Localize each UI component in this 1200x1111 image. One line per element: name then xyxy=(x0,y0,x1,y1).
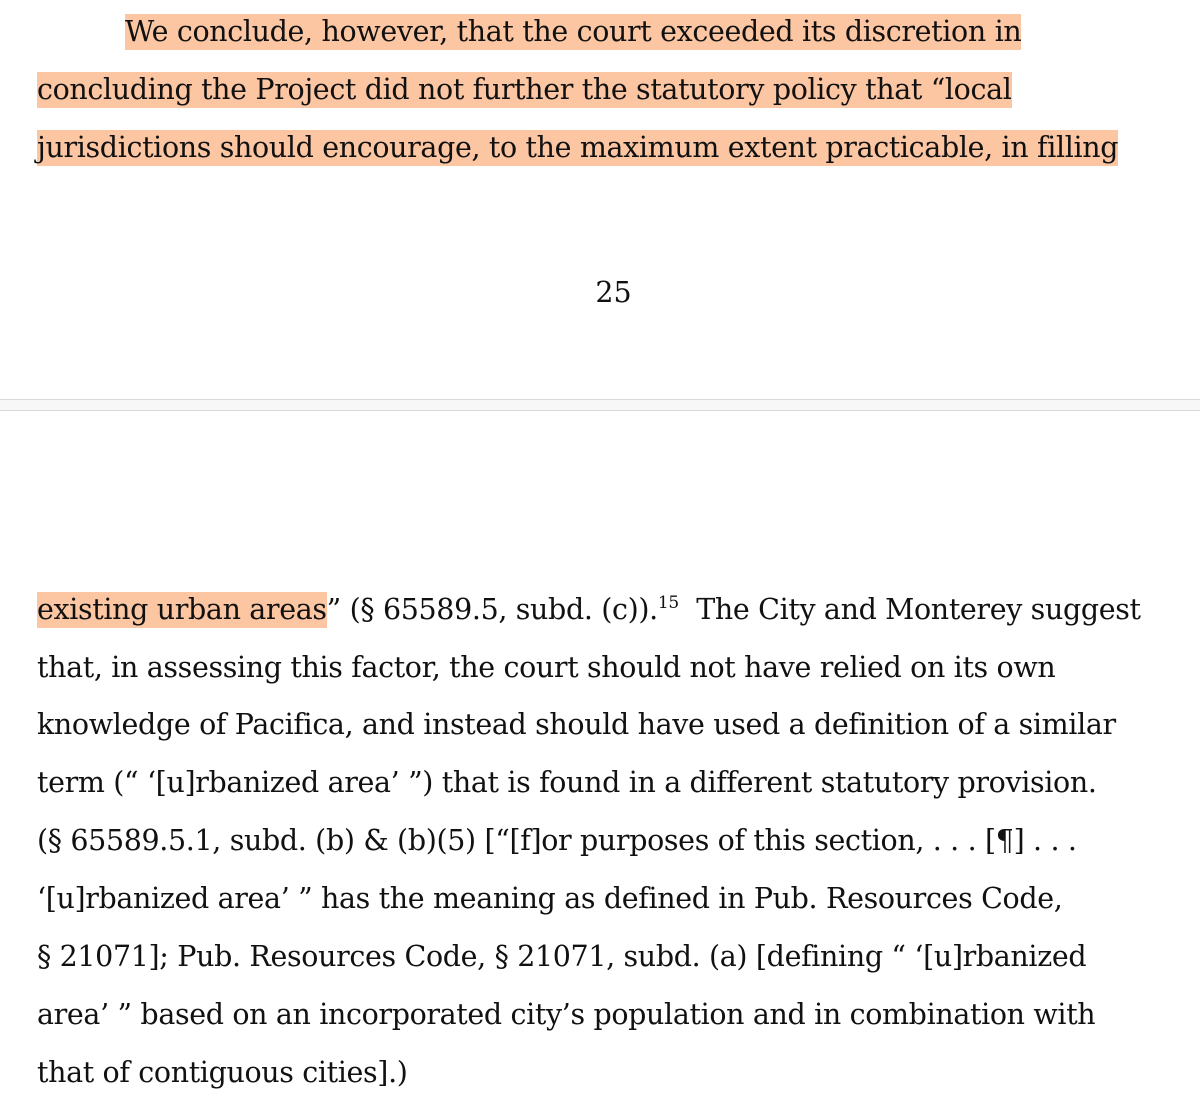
page-26 xyxy=(0,411,1200,1111)
highlighted-text: We conclude, however, that the court exceeded its discretion in xyxy=(125,15,1022,48)
body-text: The City and Monterey suggest xyxy=(678,593,1141,626)
text-line: that, in assessing this factor, the court should not have relied on its own xyxy=(37,651,1056,684)
text-line xyxy=(125,15,1021,49)
highlighted-text: concluding the Project did not further the statutory policy that “local xyxy=(37,73,1012,106)
text-line: § 21071]; Pub. Resources Code, § 21071, subd. (a) [defining “ ‘[u]rbanized xyxy=(37,940,1087,973)
text-line xyxy=(37,73,1012,107)
text-line: knowledge of Pacifica, and instead should have used a definition of a similar xyxy=(37,708,1116,741)
page-25 xyxy=(0,0,1200,399)
highlighted-text: jurisdictions should encourage, to the maximum extent practicable, in filling xyxy=(37,131,1119,164)
page-number: 25 xyxy=(595,276,632,309)
highlighted-text: existing urban areas xyxy=(37,593,327,626)
text-line: that of contiguous cities].) xyxy=(37,1056,408,1089)
citation-text: ” (§ 65589.5, subd. (c)). xyxy=(326,593,658,626)
text-line xyxy=(37,131,1118,165)
text-line: (§ 65589.5.1, subd. (b) & (b)(5) [“[f]or purposes of this section, . . . [¶] . . . xyxy=(37,824,1077,857)
footnote-reference[interactable]: 15 xyxy=(657,593,679,613)
text-line: area’ ” based on an incorporated city’s population and in combination with xyxy=(37,998,1096,1031)
text-line: term (“ ‘[u]rbanized area’ ”) that is found in a different statutory provision. xyxy=(37,766,1097,799)
page-separator xyxy=(0,399,1200,411)
text-line xyxy=(37,593,1141,627)
text-line: ‘[u]rbanized area’ ” has the meaning as defined in Pub. Resources Code, xyxy=(37,882,1063,915)
